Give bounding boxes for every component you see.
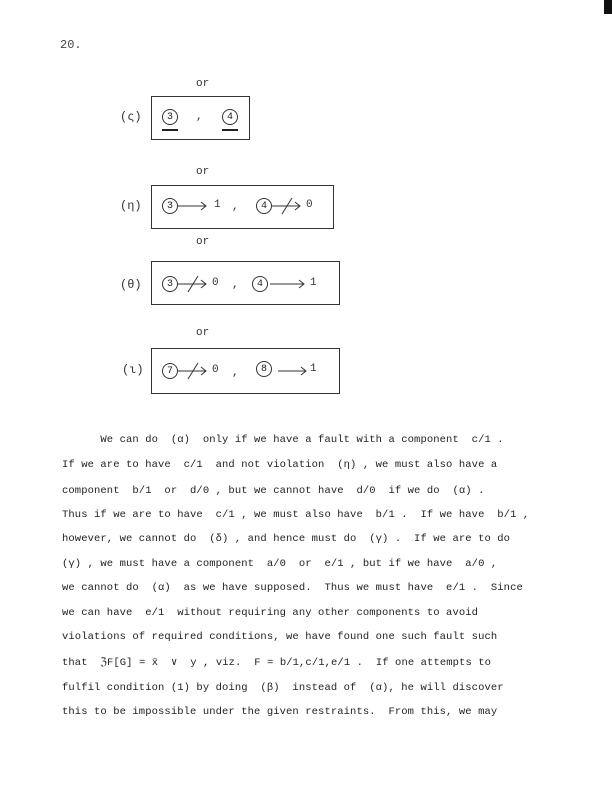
page-number: 20. xyxy=(60,38,82,52)
condition-label-zeta: (ς) xyxy=(120,110,142,124)
component-circle: 3 xyxy=(162,198,178,214)
arrow-icon xyxy=(278,365,308,377)
output-value: 1 xyxy=(310,277,317,289)
condition-box-iota xyxy=(151,348,340,394)
component-circle: 4 xyxy=(222,109,238,125)
separator-comma: , xyxy=(196,111,203,123)
text-line: If we are to have c/1 and not violation (η) , we must also have a xyxy=(62,459,498,471)
output-value: 1 xyxy=(310,363,317,375)
text-line: component b/1 or d/0 , but we cannot have d/0 if we do (α) . xyxy=(62,485,485,497)
or-label: or xyxy=(196,236,210,248)
component-circle: 4 xyxy=(252,276,268,292)
component-circle: 7 xyxy=(162,363,178,379)
text-line: We can do (α) only if we have a fault with a component c/1 . xyxy=(62,434,504,446)
output-value: 0 xyxy=(212,364,219,376)
condition-box-theta xyxy=(151,261,340,305)
output-value: 1 xyxy=(214,199,221,211)
or-label: or xyxy=(196,327,210,339)
condition-box-eta xyxy=(151,185,334,229)
arrow-icon xyxy=(178,200,208,212)
underline-mark xyxy=(162,129,178,131)
condition-label-eta: (η) xyxy=(120,199,142,213)
component-circle: 3 xyxy=(162,276,178,292)
text-line: that ℨF[G] = x̄ ∨ y , viz. F = b/1,c/1,e/1 . If one attempts to xyxy=(62,657,492,669)
text-line: this to be impossible under the given restraints. From this, we may xyxy=(62,706,498,718)
component-circle: 3 xyxy=(162,109,178,125)
text-line: Thus if we are to have c/1 , we must also have b/1 . If we have b/1 , xyxy=(62,509,530,521)
component-circle: 8 xyxy=(256,361,272,377)
text-line: fulfil condition (1) by doing (β) instead of (α), he will discover xyxy=(62,682,504,694)
output-value: 0 xyxy=(306,199,313,211)
output-value: 0 xyxy=(212,277,219,289)
underline-mark xyxy=(222,129,238,131)
separator-comma: , xyxy=(232,201,239,213)
blocked-arrow-icon xyxy=(178,361,208,381)
or-label: or xyxy=(196,78,210,90)
text-line: however, we cannot do (δ) , and hence must do (γ) . If we are to do xyxy=(62,533,511,545)
arrow-icon xyxy=(270,278,306,290)
text-line: violations of required conditions, we have found one such fault such xyxy=(62,631,498,643)
or-label: or xyxy=(196,166,210,178)
component-circle: 4 xyxy=(256,198,272,214)
condition-label-iota: (ι) xyxy=(122,363,144,377)
text-line: we cannot do (α) as we have supposed. Thus we must have e/1 . Since xyxy=(62,582,523,594)
blocked-arrow-icon xyxy=(178,274,208,294)
blocked-arrow-icon xyxy=(272,196,302,216)
text-line: (γ) , we must have a component a/0 or e/1 , but if we have a/0 , xyxy=(62,558,498,570)
scan-edge-mark xyxy=(604,0,612,14)
separator-comma: , xyxy=(232,367,239,379)
condition-label-theta: (θ) xyxy=(120,278,142,292)
separator-comma: , xyxy=(232,279,239,291)
text-line: we can have e/1 without requiring any other components to avoid xyxy=(62,607,479,619)
condition-box-zeta xyxy=(151,96,250,140)
